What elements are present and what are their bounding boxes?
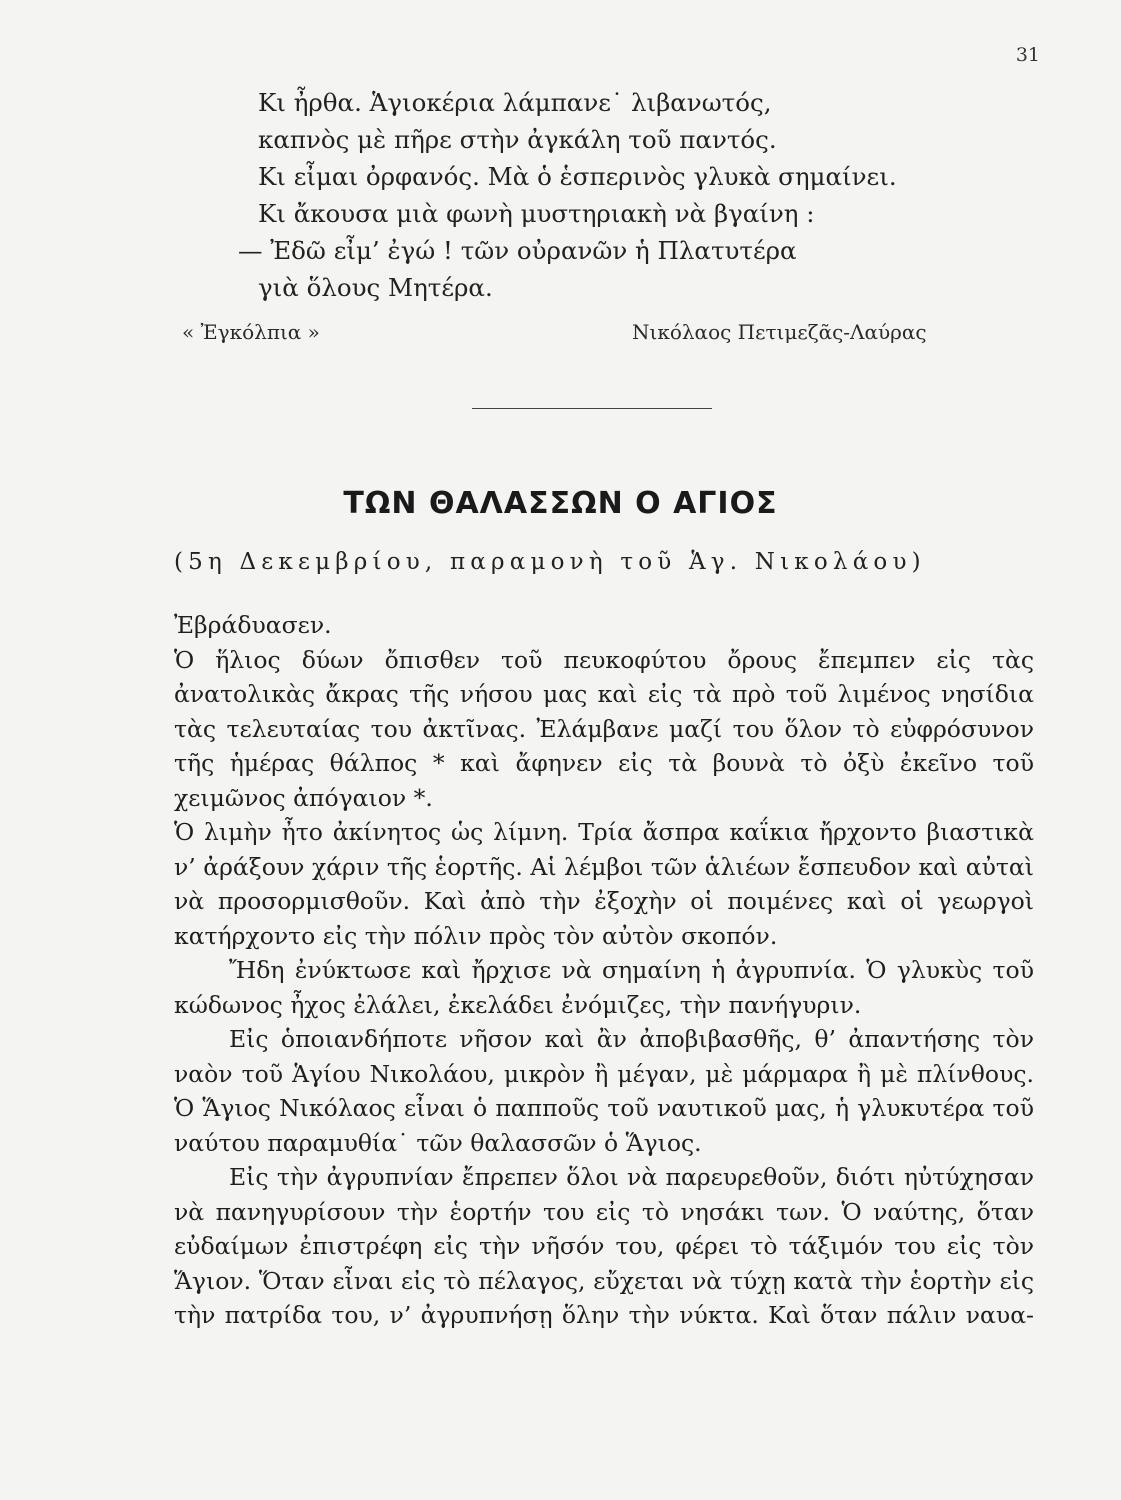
paragraph: Ὁ ἥλιος δύων ὄπισθεν τοῦ πευκοφύτου ὄρους ἔπεμπεν εἰς τὰς ἀνατολικὰς ἄκρας τῆς νήσου μας καὶ εἰς τὰ πρὸ τοῦ λιμένος νησίδια τὰς τελευταίας του ἀκτῖνας. Ἐλάμβανε μαζί του ὅλον τὸ εὐφρόσυνον τῆς ἡμέρας θάλπος * καὶ ἄφηνεν εἰς τὰ βουνὰ τὸ ὀξὺ ἐκεῖνο τοῦ χειμῶνος ἀπόγαιον *. [174,645,1034,812]
article-title: ΤΩΝ ΘΑΛΑΣΣΩΝ Ο ΑΓΙΟΣ [343,486,778,521]
page-number: 31 [1015,44,1040,66]
poem [238,84,998,306]
paragraph: Εἰς ὁποιανδήποτε νῆσον καὶ ἂν ἀποβιβασθῆς, θ’ ἀπαντήσης τὸν ναὸν τοῦ Ἁγίου Νικολάου, μικρὸν ἢ μέγαν, μὲ μάρμαρα ἢ μὲ πλίνθους. Ὁ Ἅγιος Νικόλαος εἶναι ὁ παπποῦς τοῦ ναυτικοῦ μας, ἡ γλυκυτέρα τοῦ ναύτου παραμυθία˙ τῶν θαλασσῶν ὁ Ἅγιος. [174,1025,1034,1157]
paragraph: Εἰς τὴν ἀγρυπνίαν ἔπρεπεν ὅλοι νὰ παρευρεθοῦν, διότι ηὐτύχησαν νὰ πανηγυρίσουν τὴν ἑορτήν του εἰς τὸ νησάκι των. Ὁ ναύτης, ὅταν εὐδαίμων ἐπιστρέφη εἰς τὴν νῆσόν του, φέρει τὸ τάξιμόν του εἰς τὸν Ἅγιον. Ὅταν εἶναι εἰς τὸ πέλαγος, εὔχεται νὰ τύχῃ κατὰ τὴν ἑορτὴν εἰς τὴν πατρίδα του, ν’ ἀγρυπνήσῃ ὅλην τὴν νύκτα. Καὶ ὅταν πάλιν ναυα- [174,1163,1034,1329]
poem-author: Νικόλαος Πετιμεζᾶς-Λαύρας [632,320,927,344]
paragraph: Ἐβράδυασεν. [174,611,332,639]
article-body [174,608,1034,1333]
poem-line: — Ἐδῶ εἶμ’ ἐγώ ! τῶν οὐρανῶν ἡ Πλατυτέρα [238,236,797,265]
poem-line: καπνὸς μὲ πῆρε στὴν ἀγκάλη τοῦ παντός. [258,125,777,154]
section-divider [472,408,712,409]
poem-line: Κι εἶμαι ὀρφανός. Μὰ ὁ ἑσπερινὸς γλυκὰ σημαίνει. [258,162,897,191]
paragraph: Ἤδη ἐνύκτωσε καὶ ἤρχισε νὰ σημαίνη ἡ ἀγρυπνία. Ὁ γλυκὺς τοῦ κώδωνος ἦχος ἐλάλει, ἐκελάδει ἐνόμιζες, τὴν πανήγυριν. [174,956,1034,1019]
article-subtitle: (5η Δεκεμβρίου, παραμονὴ τοῦ Ἁγ. Νικολάου) [174,549,926,575]
poem-line: Κι ἦρθα. Ἁγιοκέρια λάμπανε˙ λιβανωτός, [258,88,772,117]
poem-source: « Ἐγκόλπια » [182,320,320,344]
paragraph: Ὁ λιμὴν ἦτο ἀκίνητος ὡς λίμνη. Τρία ἄσπρα καΐκια ἤρχοντο βιαστικὰ ν’ ἀράξουν χάριν τῆς ἑορτῆς. Αἱ λέμβοι τῶν ἁλιέων ἔσπευδον καὶ αὐταὶ νὰ προσορμισθοῦν. Καὶ ἀπὸ τὴν ἐξοχὴν οἱ ποιμένες καὶ οἱ γεωργοὶ κατήρχοντο εἰς τὴν πόλιν πρὸς τὸν αὐτὸν σκοπόν. [174,818,1034,950]
poem-line: Κι ἄκουσα μιὰ φωνὴ μυστηριακὴ νὰ βγαίνη : [258,199,815,228]
poem-line: γιὰ ὅλους Μητέρα. [258,273,493,302]
